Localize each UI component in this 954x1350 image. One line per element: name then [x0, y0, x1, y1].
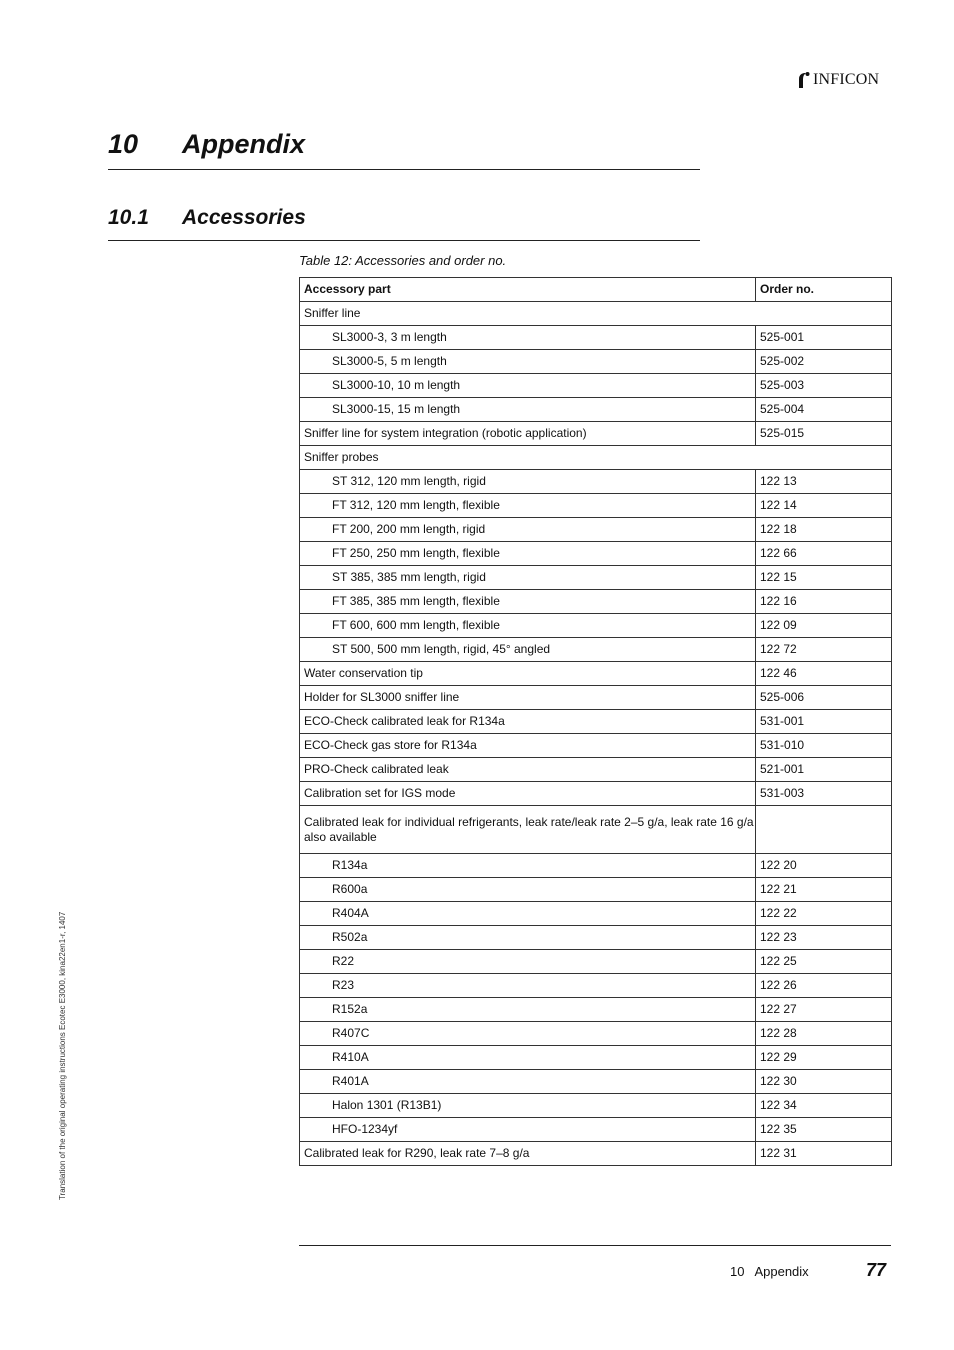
order-number-cell: 122 09: [756, 614, 892, 638]
order-number-cell: 122 27: [756, 998, 892, 1022]
accessory-part-cell: R410A: [300, 1046, 756, 1070]
accessory-part-cell: R407C: [300, 1022, 756, 1046]
accessory-part-cell: R404A: [300, 902, 756, 926]
footer-divider: [299, 1245, 891, 1246]
order-number-cell: 122 30: [756, 1070, 892, 1094]
table-row: [300, 1046, 892, 1070]
order-number-cell: 122 21: [756, 878, 892, 902]
order-number-cell: 122 14: [756, 494, 892, 518]
accessory-part-cell: R22: [300, 950, 756, 974]
accessory-part-cell: R134a: [300, 854, 756, 878]
table-row: [300, 638, 892, 662]
accessory-part-cell: ST 385, 385 mm length, rigid: [300, 566, 756, 590]
accessory-part-cell: ECO-Check gas store for R134a: [300, 734, 756, 758]
order-number-cell: 525-004: [756, 398, 892, 422]
accessory-part-cell: FT 312, 120 mm length, flexible: [300, 494, 756, 518]
order-number-cell: 531-010: [756, 734, 892, 758]
table-row: [300, 350, 892, 374]
order-number-cell: 525-015: [756, 422, 892, 446]
accessory-part-cell: SL3000-5, 5 m length: [300, 350, 756, 374]
accessory-part-cell: Water conservation tip: [300, 662, 756, 686]
column-header-accessory-part: Accessory part: [300, 278, 756, 302]
accessory-part-cell: R152a: [300, 998, 756, 1022]
order-number-cell: 122 18: [756, 518, 892, 542]
order-number-cell: 122 23: [756, 926, 892, 950]
order-number-cell: 525-001: [756, 326, 892, 350]
order-number-cell: 122 72: [756, 638, 892, 662]
accessory-part-cell: ECO-Check calibrated leak for R134a: [300, 710, 756, 734]
accessory-part-cell: R600a: [300, 878, 756, 902]
table-row: [300, 902, 892, 926]
page-number: 77: [866, 1260, 887, 1280]
order-number-cell: 122 13: [756, 470, 892, 494]
table-row: [300, 710, 892, 734]
order-number-cell: 122 26: [756, 974, 892, 998]
chapter-title: Appendix: [182, 129, 306, 159]
accessory-part-cell: SL3000-10, 10 m length: [300, 374, 756, 398]
order-number-cell: 525-006: [756, 686, 892, 710]
order-number-cell: 122 15: [756, 566, 892, 590]
section-number: 10.1: [108, 206, 149, 229]
order-number-cell: 122 28: [756, 1022, 892, 1046]
order-number-cell: 122 31: [756, 1142, 892, 1166]
accessory-part-cell: Holder for SL3000 sniffer line: [300, 686, 756, 710]
column-header-order-no: Order no.: [756, 278, 892, 302]
table-row: [300, 926, 892, 950]
table-row: [300, 1142, 892, 1166]
table-row: [300, 878, 892, 902]
table-row: [300, 758, 892, 782]
order-number-cell: 122 29: [756, 1046, 892, 1070]
table-row: [300, 806, 892, 854]
table-row: [300, 446, 892, 470]
table-row: [300, 518, 892, 542]
brand-name: INFICON: [813, 71, 880, 88]
table-row: [300, 950, 892, 974]
order-number-cell: 122 16: [756, 590, 892, 614]
table-row: [300, 1094, 892, 1118]
table-row: [300, 542, 892, 566]
group-label-cell: Sniffer line: [300, 302, 892, 326]
accessory-part-cell: FT 385, 385 mm length, flexible: [300, 590, 756, 614]
accessory-part-cell: R23: [300, 974, 756, 998]
order-number-cell: 122 46: [756, 662, 892, 686]
footer-section-title: Appendix: [754, 1264, 809, 1279]
accessory-part-cell: ST 312, 120 mm length, rigid: [300, 470, 756, 494]
accessory-part-cell: Calibrated leak for R290, leak rate 7–8 g/a: [300, 1142, 756, 1166]
document-reference: Translation of the original operating instructions Ecotec E3000, kina22en1-r, 1407: [58, 911, 67, 1200]
accessory-part-cell: Calibration set for IGS mode: [300, 782, 756, 806]
order-number-cell: 525-002: [756, 350, 892, 374]
table-row: [300, 590, 892, 614]
order-number-cell: [756, 806, 892, 854]
table-row: [300, 1118, 892, 1142]
accessory-part-cell: Sniffer line for system integration (robotic application): [300, 422, 756, 446]
accessories-table-body: [300, 302, 892, 1166]
accessory-part-cell: SL3000-3, 3 m length: [300, 326, 756, 350]
table-row: [300, 734, 892, 758]
table-row: [300, 662, 892, 686]
table-row: [300, 686, 892, 710]
accessory-part-cell: PRO-Check calibrated leak: [300, 758, 756, 782]
table-row: [300, 998, 892, 1022]
table-row: [300, 1070, 892, 1094]
accessory-part-cell: HFO-1234yf: [300, 1118, 756, 1142]
table-row: [300, 326, 892, 350]
table-caption: Table 12: Accessories and order no.: [299, 253, 507, 268]
order-number-cell: 521-001: [756, 758, 892, 782]
accessory-part-cell: R401A: [300, 1070, 756, 1094]
table-row: [300, 470, 892, 494]
order-number-cell: 122 34: [756, 1094, 892, 1118]
order-number-cell: 122 20: [756, 854, 892, 878]
table-row: [300, 422, 892, 446]
order-number-cell: 531-003: [756, 782, 892, 806]
order-number-cell: 122 22: [756, 902, 892, 926]
order-number-cell: 122 25: [756, 950, 892, 974]
table-row: [300, 374, 892, 398]
table-row: [300, 614, 892, 638]
footer-section: [730, 1264, 809, 1279]
accessory-part-cell: Calibrated leak for individual refrigerants, leak rate/leak rate 2–5 g/a, leak rate 16 g/a also available: [300, 806, 756, 854]
accessory-part-cell: SL3000-15, 15 m length: [300, 398, 756, 422]
footer-section-number: 10: [730, 1264, 745, 1279]
accessory-part-cell: ST 500, 500 mm length, rigid, 45° angled: [300, 638, 756, 662]
table-row: [300, 302, 892, 326]
chapter-heading: [108, 126, 700, 170]
order-number-cell: 122 66: [756, 542, 892, 566]
table-row: [300, 854, 892, 878]
table-row: [300, 566, 892, 590]
chapter-number: 10: [108, 129, 139, 159]
group-label-cell: Sniffer probes: [300, 446, 892, 470]
table-header-row: [300, 278, 892, 302]
order-number-cell: 525-003: [756, 374, 892, 398]
table-row: [300, 974, 892, 998]
table-row: [300, 398, 892, 422]
inficon-logo-icon: [796, 71, 810, 89]
accessories-table: [299, 277, 892, 1166]
accessory-part-cell: FT 600, 600 mm length, flexible: [300, 614, 756, 638]
brand-logo: [796, 70, 879, 90]
section-heading: [108, 204, 700, 241]
table-row: [300, 782, 892, 806]
order-number-cell: 122 35: [756, 1118, 892, 1142]
accessory-part-cell: Halon 1301 (R13B1): [300, 1094, 756, 1118]
order-number-cell: 531-001: [756, 710, 892, 734]
table-row: [300, 1022, 892, 1046]
accessory-part-cell: FT 200, 200 mm length, rigid: [300, 518, 756, 542]
table-row: [300, 494, 892, 518]
accessory-part-cell: R502a: [300, 926, 756, 950]
section-title: Accessories: [182, 206, 306, 229]
accessory-part-cell: FT 250, 250 mm length, flexible: [300, 542, 756, 566]
